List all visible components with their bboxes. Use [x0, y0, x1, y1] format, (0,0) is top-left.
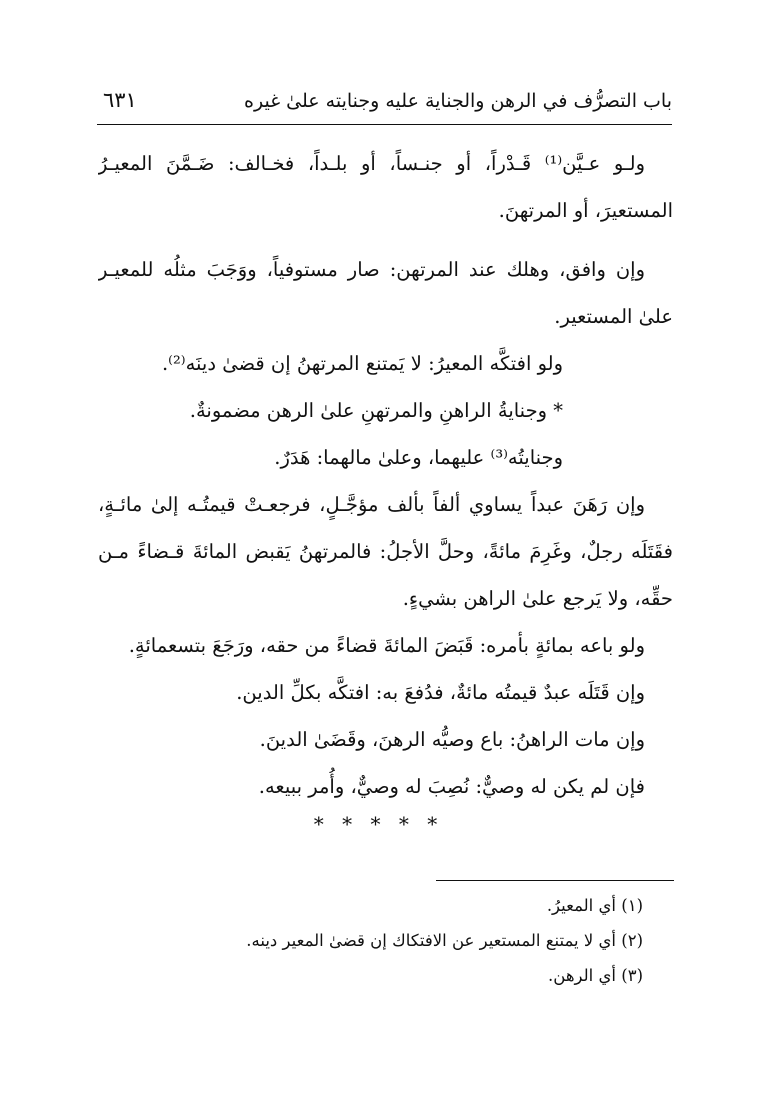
page-header: [97, 84, 672, 125]
text-line: ولو افتكَّه المعيرُ: لا يَمتنع المرتهنُ إن قضىٰ دينَه⁽²⁾.: [161, 352, 563, 375]
chapter-title: باب التصرُّف في الرهن والجناية عليه وجنايته علىٰ غيره: [244, 90, 672, 112]
text-line: حقِّه، ولا يَرجع علىٰ الراهن بشيءٍ.: [402, 587, 673, 610]
text-line: وإن مات الراهنُ: باع وصيُّه الرهنَ، وقَضَىٰ الدينَ.: [259, 728, 645, 751]
text-line: ولو باعه بمائةٍ بأمره: قَبَضَ المائةَ قضاءً من حقه، ورَجَعَ بتسعمائةٍ.: [128, 634, 645, 657]
text-line: فقَتَلَه رجلٌ، وغَرِمَ مائةً، وحلَّ الأجلُ: فالمرتهنُ يَقبض المائةَ قـضاءً مـن: [98, 540, 673, 563]
section-separator: * * * * *: [313, 812, 444, 836]
footnote: (٣) أي الرهن.: [548, 966, 643, 985]
text-line: وإن وافق، وهلك عند المرتهن: صار مستوفياً، ووَجَبَ مثلُه للمعيـر: [98, 258, 645, 281]
footnote: (١) أي المعيرُ.: [546, 896, 643, 915]
text-line: * وجنايةُ الراهنِ والمرتهنِ علىٰ الرهن مضمونةٌ.: [189, 399, 563, 422]
text-line: وإن قَتَلَه عبدٌ قيمتُه مائةٌ، فدُفعَ به: افتكَّه بكلِّ الدين.: [236, 681, 645, 704]
main-text: [98, 140, 673, 810]
text-line: وجنايتُه⁽³⁾ عليهما، وعلىٰ مالهما: هَدَرٌ.: [274, 446, 563, 469]
page-number: ٦٣١: [103, 88, 137, 112]
footnote-rule: [436, 880, 674, 881]
text-line: فإن لم يكن له وصيٌّ: نُصِبَ له وصيٌّ، وأُمر ببيعه.: [258, 775, 645, 798]
text-line: ولـو عـيَّن⁽¹⁾ قَـدْراً، أو جنـساً، أو بلـداً، فخـالف: ضَـمَّنَ المعيـرُ: [98, 152, 645, 175]
footnotes: [98, 888, 643, 993]
text-line: علىٰ المستعير.: [554, 305, 673, 328]
text-line: المستعيرَ، أو المرتهنَ.: [498, 199, 673, 222]
text-line: وإن رَهَنَ عبداً يساوي ألفاً بألف مؤجَّـلٍ، فرجعـتْ قيمتُـه إلىٰ مائـةٍ،: [98, 493, 645, 516]
footnote: (٢) أي لا يمتنع المستعير عن الافتكاك إن قضىٰ المعير دينه.: [246, 931, 643, 950]
